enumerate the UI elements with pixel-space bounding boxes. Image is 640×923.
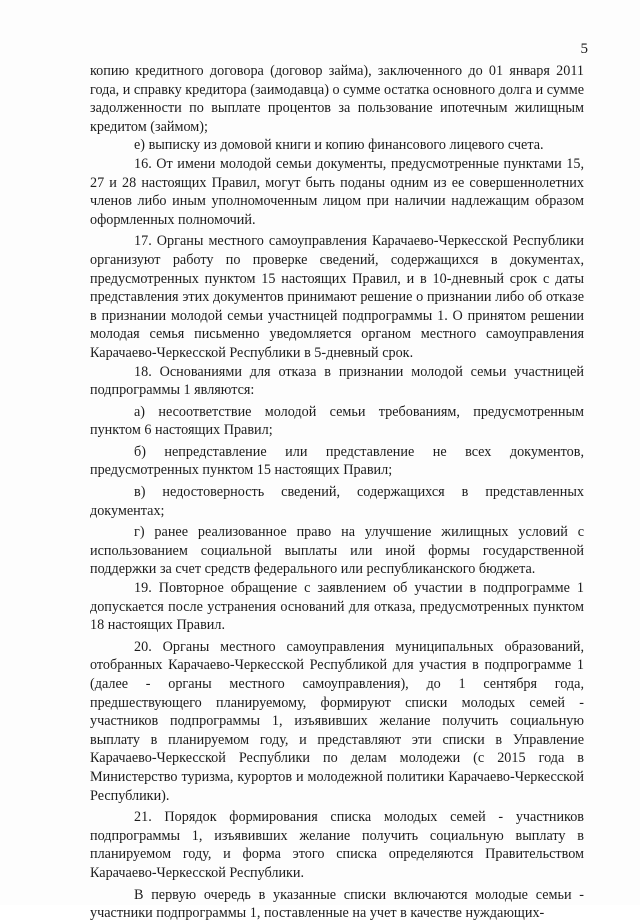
paragraph-18: 18. Основаниями для отказа в признании молодой семьи участницей подпрограммы 1 являются: (90, 363, 584, 399)
paragraph-16: 16. От имени молодой семьи документы, предусмотренные пунктами 15, 27 и 28 настоящих Правил, могут быть поданы одним из ее совершеннолетних членов либо иным уполномоченным лицом при наличии надлежащим образом оформленных полномочий. (90, 155, 584, 228)
paragraph-21: 21. Порядок формирования списка молодых семей - участников подпрограммы 1, изъявивших желание получить социальную выплату в планируемом году, и форма этого списка определяются Правительством Карачаево-Черкесской Республики. (90, 809, 584, 881)
paragraph-19: 19. Повторное обращение с заявлением об участии в подпрограмме 1 допускается после устранения оснований для отказа, предусмотренных пунктом 18 настоящих Правил. (90, 580, 584, 634)
paragraph-continuation: копию кредитного договора (договор займа), заключенного до 01 января 2011 года, и справку кредитора (заимодавца) о сумме остатка основного долга и сумме задолженности по выплате процентов за пользование ипотечным жилищным кредитом (займом); (90, 63, 584, 135)
paragraph-item-e: е) выписку из домовой книги и копию финансового лицевого счета. (134, 137, 544, 154)
paragraph-item-v: в) недостоверность сведений, содержащихся в представленных документах; (90, 484, 584, 519)
paragraph-20: 20. Органы местного самоуправления муниципальных образований, отобранных Карачаево-Черкесской Республикой для участия в подпрограмме 1 (далее - органы местного самоуправления), до 1 сентября года, предшествующего планируемому, формируют списки молодых семей - участников подпрограммы 1, изъявивших желание получить социальную выплату в планируемом году, и представляют эти списки в Управление Карачаево-Черкесской Республики по делам молодежи (с 2015 года в Министерство туризма, курортов и молодежной политики Карачаево-Черкесской Республики). (90, 638, 584, 804)
paragraph-item-a: а) несоответствие молодой семьи требованиям, предусмотренным пунктом 6 настоящих Правил; (90, 403, 584, 439)
document-body (90, 62, 584, 923)
page-number: 5 (580, 41, 588, 57)
paragraph-first-priority: В первую очередь в указанные списки включаются молодые семьи - участники подпрограммы 1, поставленные на учет в качестве нуждающих- (90, 886, 584, 922)
paragraph-item-b: б) непредставление или представление не всех документов, предусмотренных пунктом 15 настоящих Правил; (90, 443, 584, 479)
paragraph-17: 17. Органы местного самоуправления Карачаево-Черкесской Республики организуют работу по проверке сведений, содержащихся в документах, предусмотренных пунктом 15 настоящих Правил, и в 10-дневный срок с даты представления этих документов принимают решение о признании либо об отказе в признании молодой семьи участницей подпрограммы 1. О принятом решении молодая семья письменно уведомляется органом местного самоуправления Карачаево-Черкесской Республики в 5-дневный срок. (90, 233, 584, 361)
paragraph-item-g: г) ранее реализованное право на улучшение жилищных условий с использованием социальной выплаты или иной формы государственной поддержки за счет средств федерального или республиканского бюджета. (90, 524, 584, 578)
